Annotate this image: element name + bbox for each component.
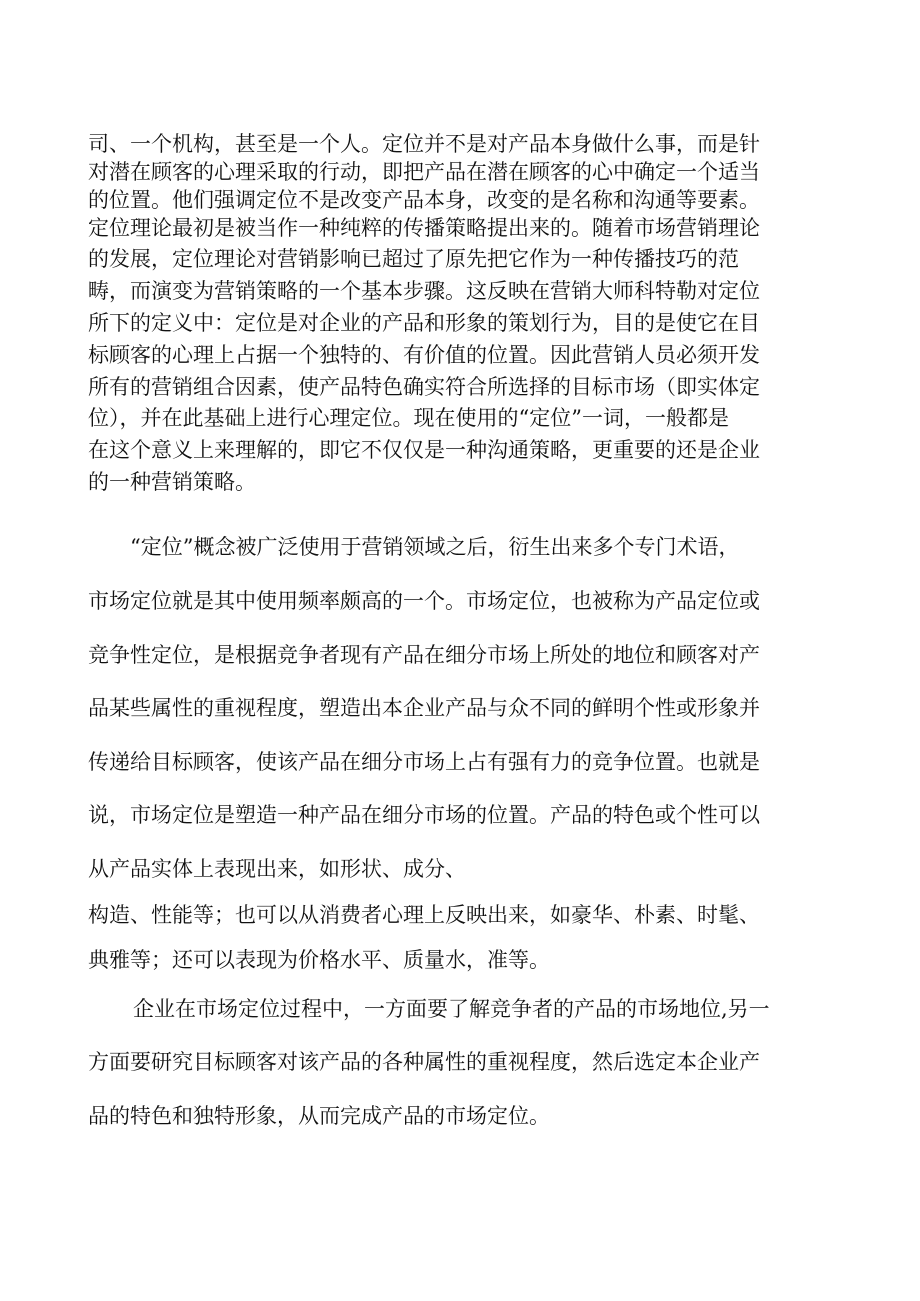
text-line: 标顾客的心理上占据一个独特的、有价值的位置。因此营销人员必须开发 [88, 343, 760, 367]
text-line: 对潜在顾客的心理采取的行动，即把产品在潜在顾客的心中确定一个适当 [88, 160, 760, 184]
text-line: 品的特色和独特形象，从而完成产品的市场定位。 [88, 1104, 550, 1128]
text-line: 说，市场定位是塑造一种产品在细分市场的位置。产品的特色或个性可以 [88, 803, 760, 827]
text-line: 品某些属性的重视程度，塑造出本企业产品与众不同的鲜明个性或形象并 [88, 696, 760, 720]
text-line: 所有的营销组合因素，使产品特色确实符合所选择的目标市场（即实体定 [88, 375, 760, 399]
text-line: 传递给目标顾客，使该产品在细分市场上占有强有力的竞争位置。也就是 [88, 750, 760, 774]
text-line: 竞争性定位，是根据竞争者现有产品在细分市场上所处的地位和顾客对产 [88, 643, 760, 667]
text-line: 位），并在此基础上进行心理定位。现在使用的“定位”一词，一般都是 [88, 406, 729, 430]
text-line: 方面要研究目标顾客对该产品的各种属性的重视程度，然后选定本企业产 [88, 1050, 760, 1074]
text-line: 构造、性能等；也可以从消费者心理上反映出来，如豪华、朴素、时髦、 [88, 903, 760, 927]
text-line: 司、一个机构，甚至是一个人。定位并不是对产品本身做什么事，而是针 [88, 132, 760, 156]
text-line: 所下的定义中：定位是对企业的产品和形象的策划行为，目的是使它在目 [88, 311, 760, 335]
text-line: 的位置。他们强调定位不是改变产品本身，改变的是名称和沟通等要素。 [88, 188, 760, 212]
text-line: 在这个意义上来理解的，即它不仅仅是一种沟通策略，更重要的还是企业 [88, 438, 760, 462]
text-line: 从产品实体上表现出来，如形状、成分、 [88, 857, 466, 881]
text-line: 的发展，定位理论对营销影响已超过了原先把它作为一种传播技巧的范 [88, 247, 739, 271]
text-line: 定位理论最初是被当作一种纯粹的传播策略提出来的。随着市场营销理论 [88, 216, 760, 240]
text-line: 典雅等；还可以表现为价格水平、质量水，准等。 [88, 948, 550, 972]
text-line: “定位”概念被广泛使用于营销领域之后，衍生出来多个专门术语， [130, 535, 740, 559]
text-line: 市场定位就是其中使用频率颇高的一个。市场定位，也被称为产品定位或 [88, 589, 760, 613]
text-line: 企业在市场定位过程中，一方面要了解竞争者的产品的市场地位,另一 [133, 997, 770, 1021]
text-line: 畴，而演变为营销策略的一个基本步骤。这反映在营销大师科特勒对定位 [88, 279, 760, 303]
text-line: 的一种营销策略。 [88, 470, 256, 494]
